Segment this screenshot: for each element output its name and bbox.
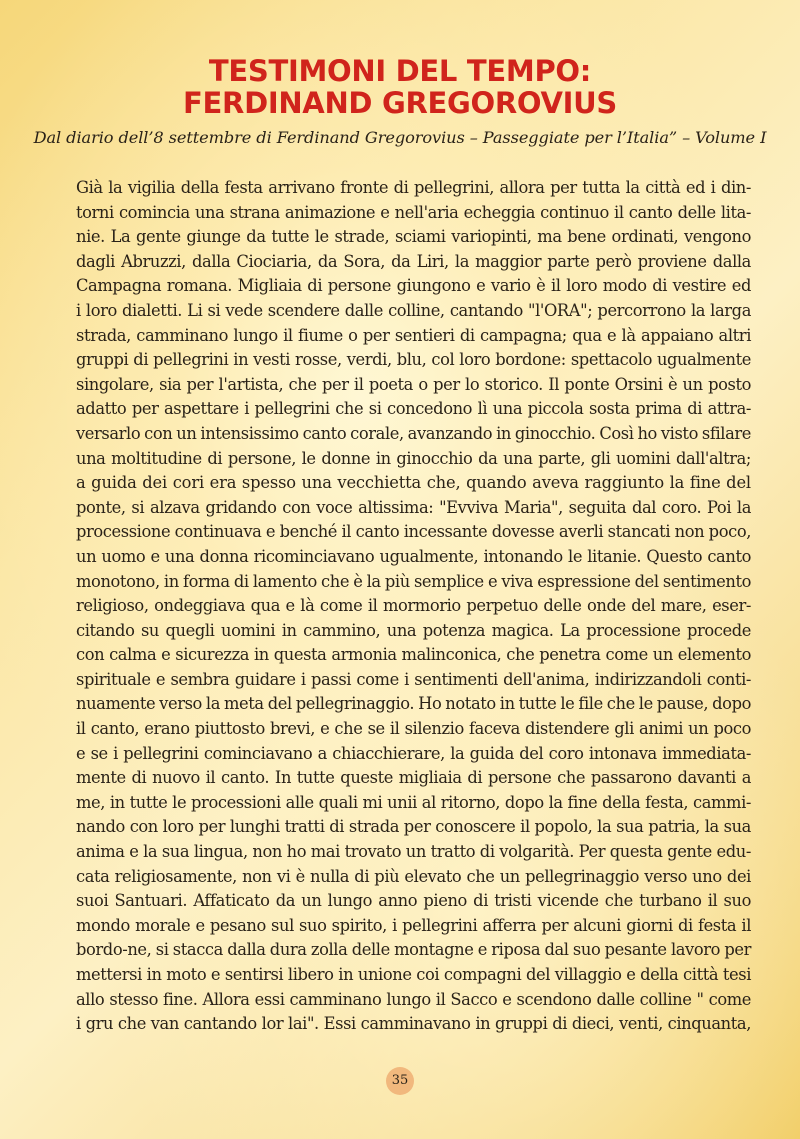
body-line: e se i pellegrini cominciavano a chiacchierare, la guida del coro intonava immediata- <box>76 743 751 763</box>
title-line-1: TESTIMONI DEL TEMPO: <box>208 54 592 88</box>
body-line: cata religiosamente, non vi è nulla di più elevato che un pellegrinaggio verso uno dei <box>76 866 751 886</box>
body-line: torni comincia una strana animazione e nell'aria echeggia continuo il canto delle lita- <box>76 202 751 222</box>
body-line: singolare, sia per l'artista, che per il poeta o per lo storico. Il ponte Orsini è un posto <box>76 374 751 394</box>
title-line-2: FERDINAND GREGOROVIUS <box>183 86 617 120</box>
body-line: spirituale e sembra guidare i passi come i sentimenti dell'anima, indirizzandoli conti- <box>76 669 751 689</box>
body-line: versarlo con un intensissimo canto corale, avanzando in ginocchio. Così ho visto sfilare <box>76 423 751 443</box>
body-line: processione continuava e benché il canto incessante dovesse averli stancati non poco, <box>76 522 751 542</box>
body-text <box>76 176 751 1037</box>
body-line: mondo morale e pesano sul suo spirito, i pellegrini afferra per alcuni giorni di festa il <box>76 915 751 935</box>
body-line: anima e la sua lingua, non ho mai trovato un tratto di volgarità. Per questa gente edu- <box>76 842 751 862</box>
body-line: me, in tutte le processioni alle quali mi unii al ritorno, dopo la fine della festa, cammi- <box>76 792 751 812</box>
page-number: 35 <box>386 1067 414 1095</box>
body-line: a guida dei cori era spesso una vecchietta che, quando aveva raggiunto la fine del <box>76 473 751 493</box>
body-line: i gru che van cantando lor lai". Essi camminavano in gruppi di dieci, venti, cinquanta, <box>76 1014 751 1034</box>
body-line: i loro dialetti. Li si vede scendere dalle colline, cantando "l'ORA"; percorrono la larga <box>76 300 751 320</box>
body-line: suoi Santuari. Affaticato da un lungo anno pieno di tristi vicende che turbano il suo <box>76 891 751 911</box>
body-line: adatto per aspettare i pellegrini che si concedono lì una piccola sosta prima di attra- <box>76 399 751 419</box>
body-line: citando su quegli uomini in cammino, una potenza magica. La processione procede <box>76 620 751 640</box>
body-line: ponte, si alzava gridando con voce altissima: "Evviva Maria", seguita dal coro. Poi la <box>76 497 751 517</box>
body-line: bordo-ne, si stacca dalla dura zolla delle montagne e riposa dal suo pesante lavoro per <box>76 940 751 960</box>
body-line: Già la vigilia della festa arrivano fronte di pellegrini, allora per tutta la città ed i din- <box>76 178 751 197</box>
body-line: nando con loro per lunghi tratti di strada per conoscere il popolo, la sua patria, la sua <box>76 817 751 837</box>
body-line: gruppi di pellegrini in vesti rosse, verdi, blu, col loro bordone: spettacolo ugualmente <box>76 350 751 370</box>
body-line: monotono, in forma di lamento che è la più semplice e viva espressione del sentimento <box>76 571 751 591</box>
body-line: il canto, erano piuttosto brevi, e che se il silenzio faceva distendere gli animi un poco <box>76 719 751 739</box>
body-line: nuamente verso la meta del pellegrinaggio. Ho notato in tutte le file che le pause, dopo <box>76 694 751 714</box>
body-line: una moltitudine di persone, le donne in ginocchio da una parte, gli uomini dall'altra; <box>76 448 751 468</box>
subtitle: Dal diario dell’8 settembre di Ferdinand Gregorovius – Passeggiate per l’Italia” – Volume I <box>33 128 767 147</box>
body-line: religioso, ondeggiava qua e là come il mormorio perpetuo delle onde del mare, eser- <box>76 596 751 616</box>
body-line: strada, camminano lungo il fiume o per sentieri di campagna; qua e là appaiano altri <box>76 325 751 345</box>
body-line: mente di nuovo il canto. In tutte queste migliaia di persone che passarono davanti a <box>76 768 751 788</box>
body-line: Campagna romana. Migliaia di persone giungono e vario è il loro modo di vestire ed <box>76 276 751 296</box>
body-line: allo stesso fine. Allora essi camminano lungo il Sacco e scendono dalle colline " come <box>76 989 751 1009</box>
body-line: mettersi in moto e sentirsi libero in unione coi compagni del villaggio e della città tesi <box>76 965 751 984</box>
body-line: nie. La gente giunge da tutte le strade, sciami variopinti, ma bene ordinati, vengono <box>76 227 751 247</box>
body-line: con calma e sicurezza in questa armonia malinconica, che penetra come un elemento <box>76 645 751 665</box>
body-line: dagli Abruzzi, dalla Ciociaria, da Sora, da Liri, la maggior parte però proviene dalla <box>76 251 751 271</box>
body-line: un uomo e una donna ricominciavano ugualmente, intonando le litanie. Questo canto <box>76 546 751 566</box>
